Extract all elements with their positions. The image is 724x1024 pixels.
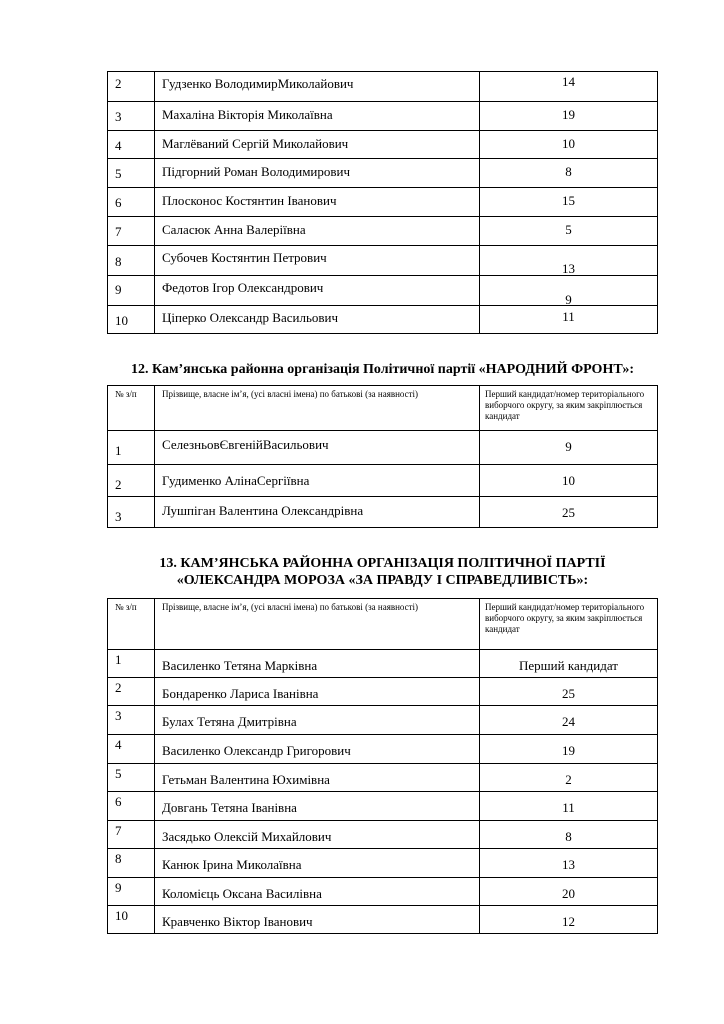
candidates-table-13 <box>107 598 658 934</box>
table-row <box>108 848 657 877</box>
candidate-name: Ціперко Олександр Васильович <box>155 306 480 333</box>
table-header-row <box>108 386 657 430</box>
section-13-heading-line1: 13. КАМ’ЯНСЬКА РАЙОННА ОРГАНІЗАЦІЯ ПОЛІТИЧНОЇ ПАРТІЇ <box>159 556 606 571</box>
district-number: 25 <box>562 686 575 701</box>
row-number: 6 <box>108 188 155 216</box>
candidate-name: Коломієць Оксана Василівна <box>155 878 480 905</box>
table-row <box>108 130 657 158</box>
candidate-name: Плосконос Костянтин Іванович <box>155 188 480 216</box>
district-number: 15 <box>562 193 575 208</box>
candidate-name: Василенко Олександр Григорович <box>155 735 480 763</box>
row-number: 5 <box>108 764 155 791</box>
table-row <box>108 763 657 791</box>
header-number: № з/п <box>108 599 155 649</box>
candidate-name: Засядько Олексій Михайлович <box>155 821 480 848</box>
table-row <box>108 820 657 848</box>
header-district: Перший кандидат/номер територіального виборчого округу, за яким закріплюється кандидат <box>485 602 645 634</box>
row-number: 3 <box>108 497 155 527</box>
row-number: 2 <box>108 465 155 496</box>
table-row <box>108 705 657 734</box>
table-row <box>108 158 657 187</box>
candidate-name: Гетьман Валентина Юхимівна <box>155 764 480 791</box>
table-row <box>108 677 657 705</box>
row-number: 6 <box>108 792 155 820</box>
district-number: 9 <box>565 292 572 307</box>
candidate-name: Василенко Тетяна Марківна <box>155 650 480 677</box>
table-row <box>108 905 657 933</box>
district-number: 13 <box>562 857 575 872</box>
candidate-name: Бондаренко Лариса Іванівна <box>155 678 480 705</box>
row-number: 4 <box>108 735 155 763</box>
candidate-name: Гудименко АлінаСергіївна <box>155 465 480 496</box>
district-number: Перший кандидат <box>519 658 618 673</box>
district-number: 5 <box>565 222 572 237</box>
row-number: 8 <box>108 849 155 877</box>
table-row <box>108 305 657 333</box>
section-12-heading: 12. Кам’янська районна організація Політичної партії «НАРОДНИЙ ФРОНТ»: <box>131 362 634 377</box>
district-number: 14 <box>562 74 575 89</box>
candidate-name: Довгань Тетяна Іванівна <box>155 792 480 820</box>
candidate-name: Булах Тетяна Дмитрівна <box>155 706 480 734</box>
row-number: 10 <box>108 306 155 333</box>
table-row <box>108 734 657 763</box>
table-row <box>108 464 657 496</box>
row-number: 3 <box>108 706 155 734</box>
row-number: 1 <box>108 650 155 677</box>
table-row <box>108 101 657 130</box>
candidate-name: СелезньовЄвгенійВасильович <box>155 431 480 464</box>
district-number: 8 <box>565 164 572 179</box>
district-number: 11 <box>562 800 575 815</box>
district-number: 9 <box>565 439 572 454</box>
district-number: 2 <box>565 772 572 787</box>
candidate-name: Кравченко Віктор Іванович <box>155 906 480 933</box>
candidate-name: Підгорний Роман Володимирович <box>155 159 480 187</box>
candidate-name: Гудзенко ВолодимирМиколайович <box>155 72 480 101</box>
candidates-table-12 <box>107 385 658 528</box>
table-row <box>108 877 657 905</box>
row-number: 7 <box>108 821 155 848</box>
row-number: 10 <box>108 906 155 933</box>
row-number: 3 <box>108 102 155 130</box>
candidate-name: Федотов Ігор Олександрович <box>155 276 480 305</box>
row-number: 4 <box>108 131 155 158</box>
candidate-name: Саласюк Анна Валеріївна <box>155 217 480 245</box>
district-number: 25 <box>562 505 575 520</box>
section-13-heading-line2: «ОЛЕКСАНДРА МОРОЗА «ЗА ПРАВДУ І СПРАВЕДЛИВІСТЬ»: <box>176 573 589 588</box>
district-number: 11 <box>562 309 575 324</box>
candidate-name: Канюк Ірина Миколаївна <box>155 849 480 877</box>
district-number: 19 <box>562 107 575 122</box>
row-number: 2 <box>108 678 155 705</box>
header-district: Перший кандидат/номер територіального виборчого округу, за яким закріплюється кандидат <box>485 389 645 421</box>
table-row <box>108 430 657 464</box>
table-header-row <box>108 599 657 649</box>
district-number: 20 <box>562 886 575 901</box>
district-number: 12 <box>562 914 575 929</box>
table-row <box>108 245 657 275</box>
candidate-name: Лушпіган Валентина Олександрівна <box>155 497 480 527</box>
table-row <box>108 72 657 101</box>
row-number: 8 <box>108 246 155 275</box>
row-number: 5 <box>108 159 155 187</box>
district-number: 10 <box>562 136 575 151</box>
header-name: Прізвище, власне ім’я, (усі власні імена) по батькові (за наявності) <box>155 386 480 430</box>
header-number: № з/п <box>108 386 155 430</box>
table-row <box>108 275 657 305</box>
candidates-table-11 <box>107 71 658 334</box>
table-row <box>108 649 657 677</box>
district-number: 8 <box>565 829 572 844</box>
district-number: 10 <box>562 473 575 488</box>
table-row <box>108 791 657 820</box>
district-number: 19 <box>562 743 575 758</box>
table-row <box>108 496 657 527</box>
district-number: 24 <box>562 714 575 729</box>
candidate-name: Субочев Костянтин Петрович <box>155 246 480 275</box>
candidate-name: Махаліна Вікторія Миколаївна <box>155 102 480 130</box>
row-number: 1 <box>108 431 155 464</box>
table-row <box>108 187 657 216</box>
section-13-heading <box>107 555 658 589</box>
row-number: 7 <box>108 217 155 245</box>
row-number: 9 <box>108 878 155 905</box>
district-number: 13 <box>562 261 575 276</box>
table-row <box>108 216 657 245</box>
candidate-name: Маглёваний Сергій Миколайович <box>155 131 480 158</box>
row-number: 9 <box>108 276 155 305</box>
row-number: 2 <box>108 72 155 101</box>
header-name: Прізвище, власне ім’я, (усі власні імена) по батькові (за наявності) <box>155 599 480 649</box>
